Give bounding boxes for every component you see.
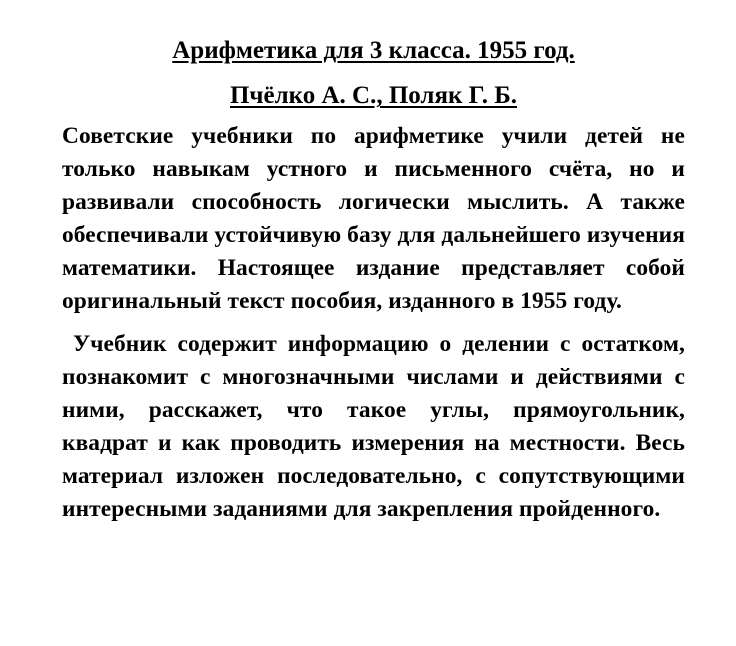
- description-paragraph-1: Советские учебники по арифметике учили детей не только навыкам устного и письменного счёта, но и развивали способность логически мыслить. А также обеспечивали устойчивую базу для дальнейшего изучения математики. Настоящее издание представляет собой оригинальный текст пособия, изданного в 1955 году.: [62, 123, 685, 314]
- document-title: Арифметика для 3 класса. 1955 год.: [172, 37, 575, 64]
- document-page: [62, 32, 691, 526]
- description-paragraph-2: Учебник содержит информацию о делении с остатком, познакомит с многозначными числами и действиями с ними, расскажет, что такое углы, прямоугольник, квадрат и как проводить измерения на местности. Весь материал изложен последовательно, с сопутствующими интересными заданиями для закрепления пройденного.: [62, 331, 691, 522]
- document-authors: Пчёлко А. С., Поляк Г. Б.: [229, 82, 518, 109]
